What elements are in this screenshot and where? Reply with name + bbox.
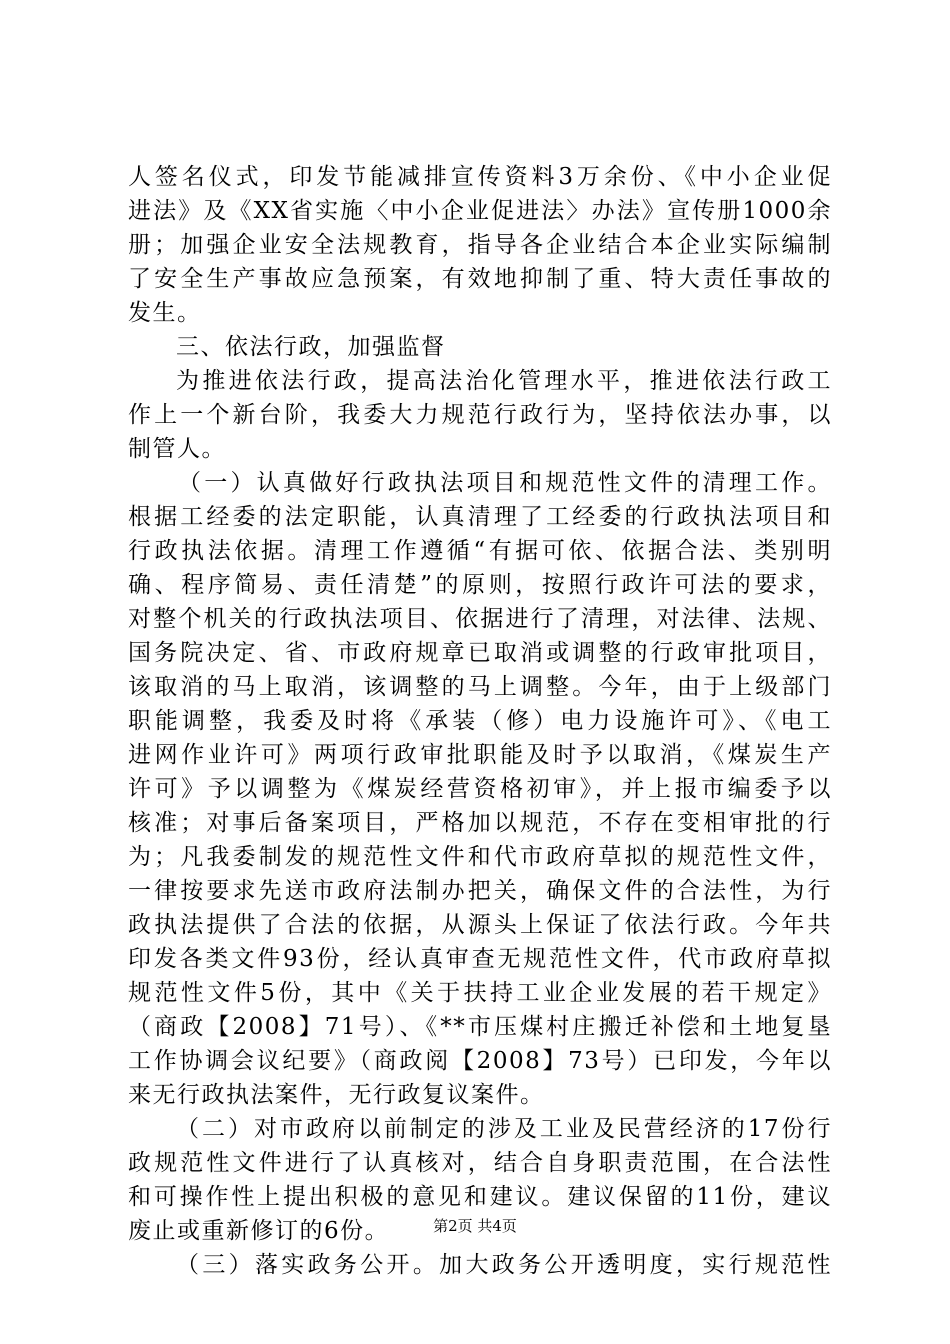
page-footer: 第2页 共4页 (433, 1217, 517, 1235)
subsection-heading: （一）认真做好行政执法项目和规范性文件的清理工作。 (178, 470, 832, 496)
subsection-heading: （三）落实政务公开。加大政务公开透明度，实行规范性 (176, 1252, 832, 1278)
text-line: 册；加强企业安全法规教育，指导各企业结合本企业实际编制 (128, 232, 832, 258)
text-line: 为推进依法行政，提高法治化管理水平，推进依法行政工 (176, 368, 832, 394)
text-line: 确、程序简易、责任清楚”的原则，按照行政许可法的要求， (128, 572, 832, 598)
text-line: 为；凡我委制发的规范性文件和代市政府草拟的规范性文件， (128, 844, 832, 870)
subsection-heading: （二）对市政府以前制定的涉及工业及民营经济的17份行 (176, 1116, 832, 1142)
text-line: 来无行政执法案件，无行政复议案件。 (128, 1082, 545, 1108)
text-line: 作上一个新台阶，我委大力规范行政行为，坚持依法办事，以 (128, 402, 832, 428)
text-line: 核准；对事后备案项目，严格加以规范，不存在变相审批的行 (128, 810, 832, 836)
text-line: 废止或重新修订的6份。 (128, 1218, 390, 1244)
document-body (128, 160, 832, 1282)
text-line: 政执法提供了合法的依据，从源头上保证了依法行政。今年共 (128, 912, 832, 938)
text-line: 进法》及《XX省实施〈中小企业促进法〉办法》宣传册1000余 (128, 198, 832, 224)
text-line: 国务院决定、省、市政府规章已取消或调整的行政审批项目， (128, 640, 832, 666)
text-line: 对整个机关的行政执法项目、依据进行了清理，对法律、法规、 (128, 606, 832, 632)
text-line: 发生。 (128, 300, 202, 326)
text-line: 许可》予以调整为《煤炭经营资格初审》，并上报市编委予以 (128, 776, 832, 802)
text-line: （商政【2008】71号）、《**市压煤村庄搬迁补偿和土地复垦 (128, 1014, 832, 1040)
text-line: 人签名仪式，印发节能减排宣传资料3万余份、《中小企业促 (128, 164, 832, 190)
text-line: 行政执法依据。清理工作遵循“有据可依、依据合法、类别明 (128, 538, 832, 564)
section-heading: 三、依法行政，加强监督 (176, 334, 446, 360)
text-line: 工作协调会议纪要》（商政阅【2008】73号）已印发，今年以 (128, 1048, 832, 1074)
text-line: 该取消的马上取消，该调整的马上调整。今年，由于上级部门 (128, 674, 832, 700)
text-line: 政规范性文件进行了认真核对，结合自身职责范围，在合法性 (128, 1150, 832, 1176)
text-line: 一律按要求先送市政府法制办把关，确保文件的合法性，为行 (128, 878, 832, 904)
text-line: 了安全生产事故应急预案，有效地抑制了重、特大责任事故的 (128, 266, 832, 292)
text-line: 职能调整，我委及时将《承装（修）电力设施许可》、《电工 (128, 708, 832, 734)
text-line: 和可操作性上提出积极的意见和建议。建议保留的11份，建议 (128, 1184, 832, 1210)
text-line: 印发各类文件93份，经认真审查无规范性文件，代市政府草拟 (128, 946, 832, 972)
text-line: 规范性文件5份，其中《关于扶持工业企业发展的若干规定》 (128, 980, 832, 1006)
text-line: 进网作业许可》两项行政审批职能及时予以取消，《煤炭生产 (128, 742, 832, 768)
text-line: 制管人。 (128, 436, 226, 462)
text-line: 根据工经委的法定职能，认真清理了工经委的行政执法项目和 (128, 504, 832, 530)
